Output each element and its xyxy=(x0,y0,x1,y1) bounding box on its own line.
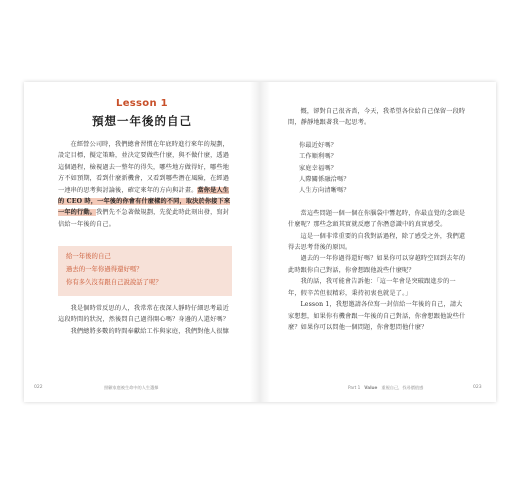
paragraph: Lesson 1，我想邀請各位寫一封信給一年後的自己，請大家想想，如果你有機會跟一年後的自己對話，你會想跟他說些什麼？如果你可以問他一個問題，你會想問他什麼？ xyxy=(288,301,466,331)
question-list xyxy=(288,140,466,197)
paragraph: 我們總將多數的時間奉獻給工作與家庭，我們對他人很慷 xyxy=(70,327,229,335)
paragraph: 當這些問題一個一個在你腦袋中響起時，你最直覺的念頭是什麼呢？那些念頭其實就反應了你潛意識中的真實感受。 xyxy=(288,209,466,229)
paragraph-text: 我們先不急著做規劃，先從此時此刻出發，寫封信給一年後的自己。 xyxy=(58,209,230,228)
lesson-label: Lesson 1 xyxy=(116,98,168,109)
paragraph: 過去的一年你過得還好嗎？如果你可以穿越時空回到去年的此時跟你自己對話，你會想跟他說些什麼呢？ xyxy=(288,255,466,274)
running-title-right xyxy=(348,385,423,391)
left-page xyxy=(24,82,260,402)
chapter-title: 預想一年後的自己 xyxy=(92,114,192,128)
question-line: 你有多久沒有跟自己說說話了呢？ xyxy=(66,278,162,286)
right-page xyxy=(260,82,496,402)
paragraph: 我的話，我可能會告訴他：「這一年會是突破跟進步的一年，假辛苦但很精彩，秉持初衷也就是了。」 xyxy=(288,278,456,297)
list-item: 人際關係融洽嗎？ xyxy=(299,176,350,184)
list-item: 家庭幸福嗎？ xyxy=(299,164,338,172)
question-line: 過去的一年你過得還好嗎？ xyxy=(66,265,143,273)
right-body xyxy=(288,106,466,333)
page-number-right: 023 xyxy=(473,385,482,390)
running-title-left: 照顧家庭被生命中的人生選擇 xyxy=(104,385,159,390)
page-number-left: 022 xyxy=(34,385,43,390)
part-title: 重視自己，找尋價值感 xyxy=(381,385,424,390)
list-item: 工作順利嗎？ xyxy=(299,153,338,161)
list-item: 人生方向清晰嗎？ xyxy=(299,187,350,195)
highlighted-sentence: 當你是人生的 CEO 時，一年後的你會有什麼樣的不同，取決於你接下來一年的行動。 xyxy=(58,186,231,217)
book-spread xyxy=(24,82,496,402)
part-keyword: Value xyxy=(364,385,378,390)
paragraph: 慨，卻對自己很吝嗇，今天，我希望各位給自己保留一段時間，靜靜地跟著我一起思考。 xyxy=(288,108,466,127)
part-label: Part 1 xyxy=(348,385,361,390)
list-item: 你最近好嗎？ xyxy=(299,141,338,149)
left-body-bottom xyxy=(58,303,234,337)
book-gutter xyxy=(250,82,270,402)
left-body-top xyxy=(58,139,234,230)
paragraph: 這是一個非常重要的自我對話過程，除了感受之外，我們還得去思考背後的原因。 xyxy=(288,232,466,252)
question-line: 給一年後的自己 xyxy=(66,252,111,260)
paragraph: 我是個時常反思的人，我常常在夜深人靜時仔細思考最近這段時間的狀況，然後問自己過得開心嗎？身邊的人還好嗎？ xyxy=(58,305,230,324)
paragraph xyxy=(58,139,234,230)
question-box xyxy=(58,246,232,296)
paragraph-text: 在經營公司時，我們總會習慣在年底時進行來年的規劃，設定目標，擬定策略，並決定要做些什麼，與不做什麼，透過這個過程，檢視過去一整年的得失，哪些地方做得好，哪些地方不如預期，看到什麼新機會，又看到哪些潛在風險，在經過一連串的思考與討論後，確定來年的方向與計畫。 xyxy=(58,141,230,194)
